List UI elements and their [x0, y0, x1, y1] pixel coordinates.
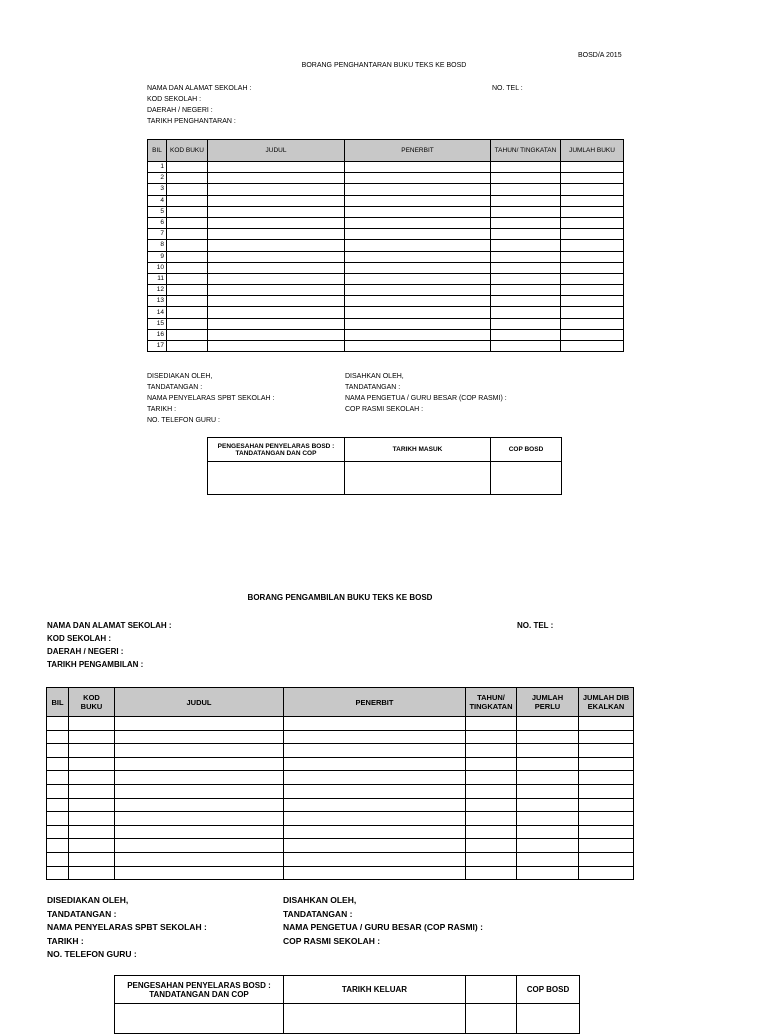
table-cell	[69, 757, 115, 771]
table-cell	[517, 852, 579, 866]
table-cell	[579, 771, 634, 785]
sig-school-stamp: COP RASMI SEKOLAH :	[345, 406, 424, 413]
table-cell	[208, 251, 345, 262]
table-cell	[284, 771, 466, 785]
table-row	[47, 730, 634, 744]
table-cell	[47, 798, 69, 812]
table-cell	[491, 273, 561, 284]
table-cell	[115, 825, 284, 839]
row-number: 13	[148, 296, 167, 307]
table-cell	[491, 195, 561, 206]
form2-verification-table	[114, 975, 580, 1034]
table-cell	[47, 839, 69, 853]
table-cell	[284, 825, 466, 839]
table-cell	[284, 839, 466, 853]
table-cell	[579, 784, 634, 798]
header-jumlah-perlu: JUMLAH PERLU	[517, 688, 579, 717]
table-cell	[69, 771, 115, 785]
table-cell	[167, 329, 208, 340]
table-cell	[208, 262, 345, 273]
form2-signature-left	[47, 895, 207, 960]
table-cell	[167, 296, 208, 307]
table-cell	[491, 184, 561, 195]
table-cell	[167, 173, 208, 184]
table-cell	[579, 744, 634, 758]
table-cell	[466, 730, 517, 744]
verify-date-in: TARIKH MASUK	[345, 438, 491, 462]
table-cell	[47, 866, 69, 880]
sig-signature: TANDATANGAN :	[147, 384, 203, 391]
table-cell	[69, 825, 115, 839]
table-cell	[517, 730, 579, 744]
table-cell	[517, 866, 579, 880]
table-cell	[517, 812, 579, 826]
table-cell	[167, 262, 208, 273]
table-row	[148, 285, 624, 296]
table-cell	[69, 717, 115, 731]
sig-teacher-phone: NO. TELEFON GURU :	[47, 949, 137, 959]
table-cell	[345, 307, 491, 318]
table-cell	[579, 852, 634, 866]
table-cell	[466, 784, 517, 798]
table-cell	[47, 812, 69, 826]
table-cell	[208, 307, 345, 318]
table-cell	[517, 717, 579, 731]
table-cell	[208, 329, 345, 340]
field-collection-date: TARIKH PENGAMBILAN :	[47, 660, 144, 669]
verify-bosd-signature: PENGESAHAN PENYELARAS BOSD : TANDATANGAN DAN COP	[115, 976, 284, 1004]
form1-header-row	[148, 140, 624, 162]
table-cell	[115, 784, 284, 798]
header-kod-buku: KOD BUKU	[69, 688, 115, 717]
table-cell	[115, 852, 284, 866]
field-no-tel: NO. TEL :	[517, 621, 554, 630]
sig-verified-by: DISAHKAN OLEH,	[283, 895, 357, 905]
table-cell	[115, 730, 284, 744]
table-cell	[491, 217, 561, 228]
table-cell	[167, 285, 208, 296]
table-cell	[167, 240, 208, 251]
form2-table	[46, 687, 634, 880]
table-cell	[69, 730, 115, 744]
table-cell	[579, 798, 634, 812]
table-row	[47, 744, 634, 758]
table-cell	[167, 184, 208, 195]
table-cell	[345, 184, 491, 195]
table-cell	[284, 798, 466, 812]
table-cell	[208, 296, 345, 307]
table-cell	[208, 184, 345, 195]
form1-table	[147, 139, 624, 352]
table-cell	[466, 866, 517, 880]
table-cell	[284, 812, 466, 826]
table-cell	[561, 329, 624, 340]
form-code: BOSD/A 2015	[578, 52, 622, 59]
table-cell	[167, 341, 208, 352]
table-cell	[167, 229, 208, 240]
table-cell	[208, 273, 345, 284]
table-cell	[208, 341, 345, 352]
table-cell	[517, 744, 579, 758]
row-number: 3	[148, 184, 167, 195]
row-number: 15	[148, 318, 167, 329]
table-cell	[115, 812, 284, 826]
table-cell	[561, 341, 624, 352]
form2-title: BORANG PENGAMBILAN BUKU TEKS KE BOSD	[247, 593, 433, 602]
table-cell	[284, 730, 466, 744]
table-row	[148, 206, 624, 217]
table-cell	[115, 717, 284, 731]
table-cell	[208, 173, 345, 184]
table-cell	[47, 744, 69, 758]
table-cell	[345, 341, 491, 352]
table-cell	[561, 251, 624, 262]
row-number: 12	[148, 285, 167, 296]
table-row	[148, 173, 624, 184]
sig-coordinator-name: NAMA PENYELARAS SPBT SEKOLAH :	[47, 922, 207, 932]
table-cell	[47, 757, 69, 771]
table-cell	[345, 251, 491, 262]
table-cell	[491, 262, 561, 273]
field-school-code: KOD SEKOLAH :	[47, 634, 111, 643]
sig-signature: TANDATANGAN :	[47, 908, 117, 919]
verify-bosd-signature: PENGESAHAN PENYELARAS BOSD : TANDATANGAN DAN COP	[208, 438, 345, 462]
table-cell	[517, 825, 579, 839]
row-number: 14	[148, 307, 167, 318]
table-cell	[47, 825, 69, 839]
sig-prepared-by: DISEDIAKAN OLEH,	[47, 895, 129, 905]
row-number: 8	[148, 240, 167, 251]
table-cell	[345, 329, 491, 340]
table-cell	[284, 717, 466, 731]
table-cell	[208, 195, 345, 206]
sig-principal-name: NAMA PENGETUA / GURU BESAR (COP RASMI) :	[283, 922, 483, 932]
table-row	[47, 771, 634, 785]
table-cell	[47, 717, 69, 731]
sig-date: TARIKH :	[147, 406, 177, 413]
table-cell	[69, 866, 115, 880]
table-row	[148, 262, 624, 273]
table-cell	[491, 251, 561, 262]
table-cell	[466, 825, 517, 839]
table-row	[148, 162, 624, 173]
table-cell	[466, 744, 517, 758]
form2-fields	[47, 621, 172, 670]
form1-signature-right	[345, 372, 507, 414]
table-cell	[491, 318, 561, 329]
table-row	[148, 296, 624, 307]
row-number: 17	[148, 341, 167, 352]
table-cell	[167, 273, 208, 284]
row-number: 6	[148, 217, 167, 228]
table-cell	[579, 839, 634, 853]
header-penerbit: PENERBIT	[345, 140, 491, 162]
table-cell	[208, 162, 345, 173]
form1-verification-table	[207, 437, 562, 495]
table-cell	[345, 262, 491, 273]
form1-fields	[147, 84, 251, 126]
row-number: 10	[148, 262, 167, 273]
table-cell	[561, 318, 624, 329]
table-cell	[579, 730, 634, 744]
header-bil: BIL	[148, 140, 167, 162]
table-cell	[491, 329, 561, 340]
table-cell	[491, 341, 561, 352]
table-cell	[208, 229, 345, 240]
table-cell	[517, 784, 579, 798]
table-row	[47, 812, 634, 826]
sig-signature: TANDATANGAN :	[345, 384, 401, 391]
sig-verified-by: DISAHKAN OLEH,	[345, 373, 404, 380]
table-row	[47, 852, 634, 866]
table-cell	[345, 173, 491, 184]
row-number: 2	[148, 173, 167, 184]
table-cell	[491, 173, 561, 184]
table-cell	[517, 771, 579, 785]
table-cell	[579, 866, 634, 880]
table-cell	[208, 217, 345, 228]
field-district: DAERAH / NEGERI :	[47, 647, 124, 656]
table-cell	[284, 744, 466, 758]
table-cell	[345, 285, 491, 296]
table-cell	[284, 757, 466, 771]
header-tahun: TAHUN/ TINGKATAN	[491, 140, 561, 162]
field-delivery-date: TARIKH PENGHANTARAN :	[147, 118, 236, 125]
table-cell	[561, 273, 624, 284]
table-cell	[69, 798, 115, 812]
table-cell	[47, 784, 69, 798]
table-row	[148, 341, 624, 352]
form1-title: BORANG PENGHANTARAN BUKU TEKS KE BOSD	[301, 62, 467, 69]
table-cell	[561, 206, 624, 217]
verify-bosd-stamp: COP BOSD	[491, 438, 562, 462]
verify-date-out: TARIKH KELUAR	[284, 976, 466, 1004]
table-cell	[561, 173, 624, 184]
table-cell	[115, 771, 284, 785]
table-row	[148, 318, 624, 329]
field-district: DAERAH / NEGERI :	[147, 107, 213, 114]
table-cell	[167, 217, 208, 228]
header-judul: JUDUL	[208, 140, 345, 162]
sig-school-stamp: COP RASMI SEKOLAH :	[283, 935, 381, 946]
table-row	[148, 273, 624, 284]
table-cell	[69, 784, 115, 798]
table-cell	[579, 812, 634, 826]
table-cell	[561, 229, 624, 240]
form2-signature-right	[283, 895, 483, 947]
header-kod-buku: KOD BUKU	[167, 140, 208, 162]
table-cell	[561, 162, 624, 173]
table-cell	[167, 195, 208, 206]
row-number: 1	[148, 162, 167, 173]
table-cell	[561, 184, 624, 195]
table-cell	[47, 730, 69, 744]
sig-signature: TANDATANGAN :	[283, 908, 353, 919]
table-row	[148, 195, 624, 206]
table-cell	[561, 240, 624, 251]
table-cell	[167, 307, 208, 318]
row-number: 4	[148, 195, 167, 206]
table-cell	[208, 285, 345, 296]
table-cell	[517, 839, 579, 853]
header-tahun: TAHUN/ TINGKATAN	[466, 688, 517, 717]
field-school-name: NAMA DAN ALAMAT SEKOLAH :	[147, 85, 252, 92]
table-cell	[517, 798, 579, 812]
row-number: 9	[148, 251, 167, 262]
table-cell	[561, 217, 624, 228]
table-cell	[208, 318, 345, 329]
table-cell	[561, 296, 624, 307]
table-cell	[69, 744, 115, 758]
table-row	[148, 229, 624, 240]
table-cell	[466, 771, 517, 785]
table-cell	[579, 717, 634, 731]
table-row	[47, 798, 634, 812]
table-cell	[345, 195, 491, 206]
table-cell	[517, 757, 579, 771]
table-cell	[47, 771, 69, 785]
table-cell	[491, 162, 561, 173]
table-cell	[579, 757, 634, 771]
table-cell	[345, 229, 491, 240]
table-row	[47, 784, 634, 798]
row-number: 16	[148, 329, 167, 340]
table-cell	[466, 852, 517, 866]
table-cell	[491, 240, 561, 251]
table-cell	[561, 195, 624, 206]
table-row	[148, 329, 624, 340]
table-cell	[345, 273, 491, 284]
table-cell	[69, 852, 115, 866]
table-cell	[167, 206, 208, 217]
table-row	[148, 307, 624, 318]
field-school-code: KOD SEKOLAH :	[147, 96, 202, 103]
table-cell	[491, 285, 561, 296]
header-judul: JUDUL	[115, 688, 284, 717]
table-cell	[491, 206, 561, 217]
header-bil: BIL	[47, 688, 69, 717]
table-cell	[208, 240, 345, 251]
table-cell	[466, 798, 517, 812]
table-cell	[69, 812, 115, 826]
table-cell	[561, 285, 624, 296]
table-cell	[167, 318, 208, 329]
table-row	[148, 217, 624, 228]
table-cell	[115, 757, 284, 771]
table-cell	[466, 812, 517, 826]
field-no-tel: NO. TEL :	[492, 85, 523, 92]
table-row	[47, 757, 634, 771]
table-cell	[167, 251, 208, 262]
form2-header-row	[47, 688, 634, 717]
table-cell	[284, 852, 466, 866]
table-cell	[345, 240, 491, 251]
table-cell	[345, 206, 491, 217]
sig-prepared-by: DISEDIAKAN OLEH,	[147, 373, 213, 380]
table-row	[47, 717, 634, 731]
table-row	[148, 251, 624, 262]
table-row	[148, 184, 624, 195]
table-cell	[466, 757, 517, 771]
table-cell	[345, 318, 491, 329]
table-row	[148, 240, 624, 251]
header-jumlah-buku: JUMLAH BUKU	[561, 140, 624, 162]
table-cell	[491, 307, 561, 318]
table-cell	[466, 717, 517, 731]
row-number: 5	[148, 206, 167, 217]
row-number: 11	[148, 273, 167, 284]
table-cell	[491, 229, 561, 240]
sig-principal-name: NAMA PENGETUA / GURU BESAR (COP RASMI) :	[345, 395, 507, 402]
table-cell	[345, 296, 491, 307]
form1-signature-left	[147, 372, 274, 425]
table-cell	[208, 206, 345, 217]
table-cell	[115, 866, 284, 880]
table-row	[47, 825, 634, 839]
table-cell	[47, 852, 69, 866]
table-row	[47, 839, 634, 853]
row-number: 7	[148, 229, 167, 240]
verify-bosd-stamp: COP BOSD	[517, 976, 580, 1004]
table-cell	[115, 839, 284, 853]
header-jumlah-dibekalkan: JUMLAH DIBEKALKAN	[579, 688, 634, 717]
sig-teacher-phone: NO. TELEFON GURU :	[147, 417, 220, 424]
table-cell	[167, 162, 208, 173]
table-cell	[561, 307, 624, 318]
field-school-name: NAMA DAN ALAMAT SEKOLAH :	[47, 621, 172, 630]
table-cell	[284, 866, 466, 880]
sig-coordinator-name: NAMA PENYELARAS SPBT SEKOLAH :	[147, 395, 275, 402]
table-row	[47, 866, 634, 880]
table-cell	[491, 296, 561, 307]
table-cell	[466, 839, 517, 853]
table-cell	[345, 217, 491, 228]
table-cell	[561, 262, 624, 273]
table-cell	[69, 839, 115, 853]
table-cell	[579, 825, 634, 839]
header-penerbit: PENERBIT	[284, 688, 466, 717]
sig-date: TARIKH :	[47, 935, 84, 946]
table-cell	[345, 162, 491, 173]
table-cell	[115, 798, 284, 812]
table-cell	[284, 784, 466, 798]
table-cell	[115, 744, 284, 758]
